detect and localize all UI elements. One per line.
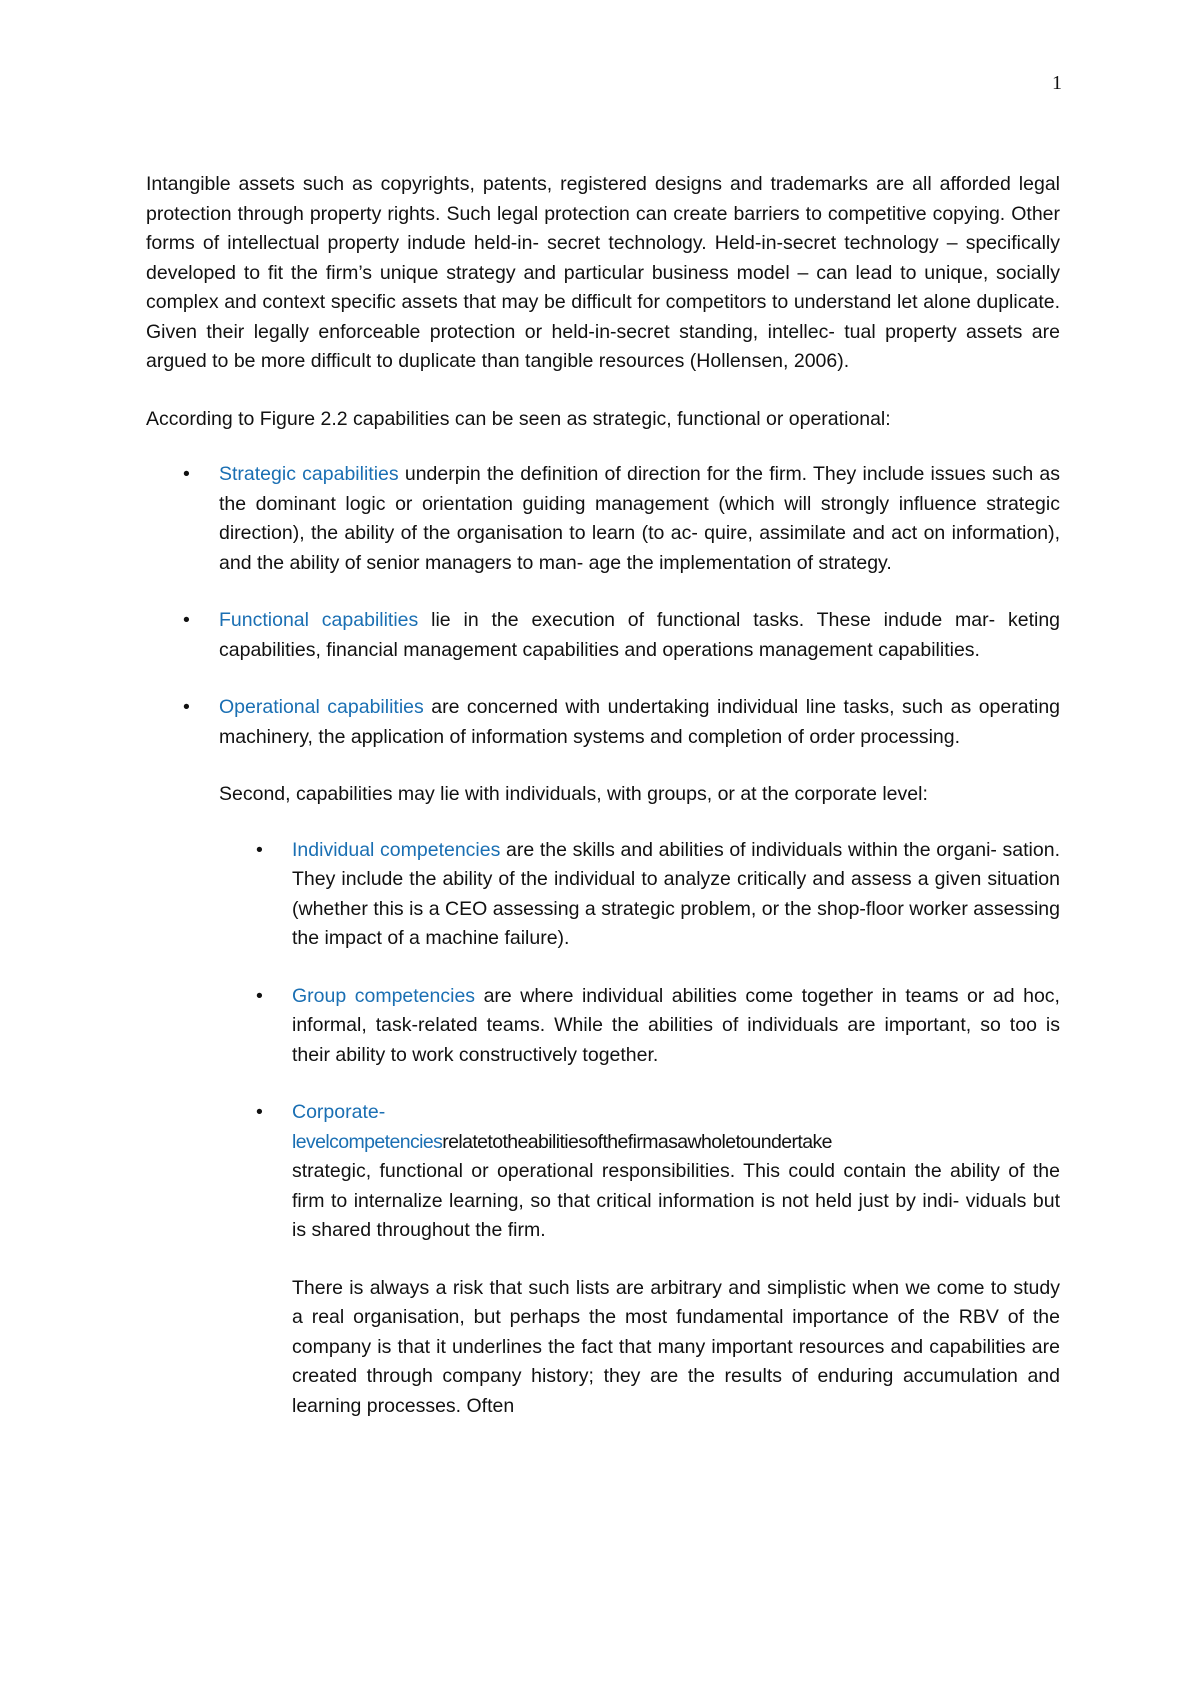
paragraph-figure-reference: According to Figure 2.2 capabilities can be seen as strategic, functional or operational: — [146, 407, 891, 430]
paragraph-closing: There is always a risk that such lists are arbitrary and simplistic when we come to study a real organisation, but perhaps the most fundamental importance of the RBV of the company is that it underlines the fact that many important resources and capabilities are created through company history; they are the results of enduring accumulation and learning processes. Often — [292, 1276, 1060, 1417]
term-functional-capabilities: Functional capabilities — [219, 609, 419, 631]
term-operational-capabilities: Operational capabilities — [219, 696, 424, 718]
list-item-individual — [256, 836, 1060, 954]
list-item-corporate — [256, 1098, 1060, 1246]
term-corporate-line1: Corporate- — [292, 1101, 386, 1123]
bullet-icon: • — [256, 838, 263, 861]
bullet-icon: • — [256, 1101, 263, 1123]
list-item-group — [256, 982, 1060, 1071]
description-corporate: strategic, functional or operational responsibilities. This could contain the ability of the firm to internalize learning, so that critical information is not held just by indi- viduals but is shared throughout the firm. — [292, 1160, 1060, 1241]
description-operational: are concerned with undertaking individual line tasks, such as operating machinery, the application of information systems and completion of order processing. — [219, 696, 1061, 748]
document-body — [146, 170, 1060, 1421]
paragraph-intangible-assets: Intangible assets such as copyrights, patents, registered designs and trademarks are all afforded legal protection through property rights. Such legal protection can create barriers to competitive copying. Other forms of intellectual property indude held-in- secret technology. Held-in-secret technology – specifically developed to fit the firm’s unique strategy and particular business model – can lead to unique, socially complex and context specific assets that may be difficult for competitors to understand let alone duplicate. Given their legally enforceable protection or held-in-secret standing, intellec- tual property assets are argued to be more difficult to duplicate than tangible resources (Hollensen, 2006). — [146, 173, 1060, 372]
bullet-icon: • — [183, 609, 190, 631]
page-number: 1 — [1052, 72, 1062, 94]
bullet-icon: • — [256, 984, 263, 1007]
term-group-competencies: Group competencies — [292, 984, 476, 1007]
bullet-icon: • — [183, 463, 190, 485]
list-item-strategic — [183, 460, 1060, 578]
term-strategic-capabilities: Strategic capabilities — [219, 463, 399, 485]
term-corporate-line2: levelcompetencies — [292, 1130, 443, 1153]
capabilities-list — [183, 460, 1061, 752]
competencies-list — [256, 836, 1060, 1246]
list-item-operational — [183, 693, 1061, 752]
corporate-run-on-text: relatetotheabilitiesofthefirmasawholetoundertake — [442, 1130, 832, 1153]
term-individual-competencies: Individual competencies — [292, 838, 501, 861]
description-functional: lie in the execution of functional tasks. These indude mar- keting capabilities, financial management capabilities and operations management capabilities. — [219, 609, 1061, 661]
paragraph-second-intro: Second, capabilities may lie with individuals, with groups, or at the corporate level: — [219, 783, 928, 805]
description-group: are where individual abilities come together in teams or ad hoc, informal, task-related teams. While the abilities of individuals are important, so too is their ability to work constructively together. — [292, 984, 1060, 1066]
bullet-icon: • — [183, 696, 190, 718]
description-strategic: underpin the definition of direction for the firm. They include issues such as the dominant logic or orientation guiding management (which will strongly influence strategic direction), the ability of the organisation to learn (to ac- quire, assimilate and act on information), and the ability of senior managers to man- age the implementation of strategy. — [219, 463, 1060, 574]
description-individual: are the skills and abilities of individuals within the organi- sation. They include the ability of the individual to analyze critically and assess a given situation (whether this is a CEO assessing a strategic problem, or the shop-floor worker assessing the impact of a machine failure). — [292, 838, 1060, 949]
list-item-functional — [183, 606, 1061, 665]
